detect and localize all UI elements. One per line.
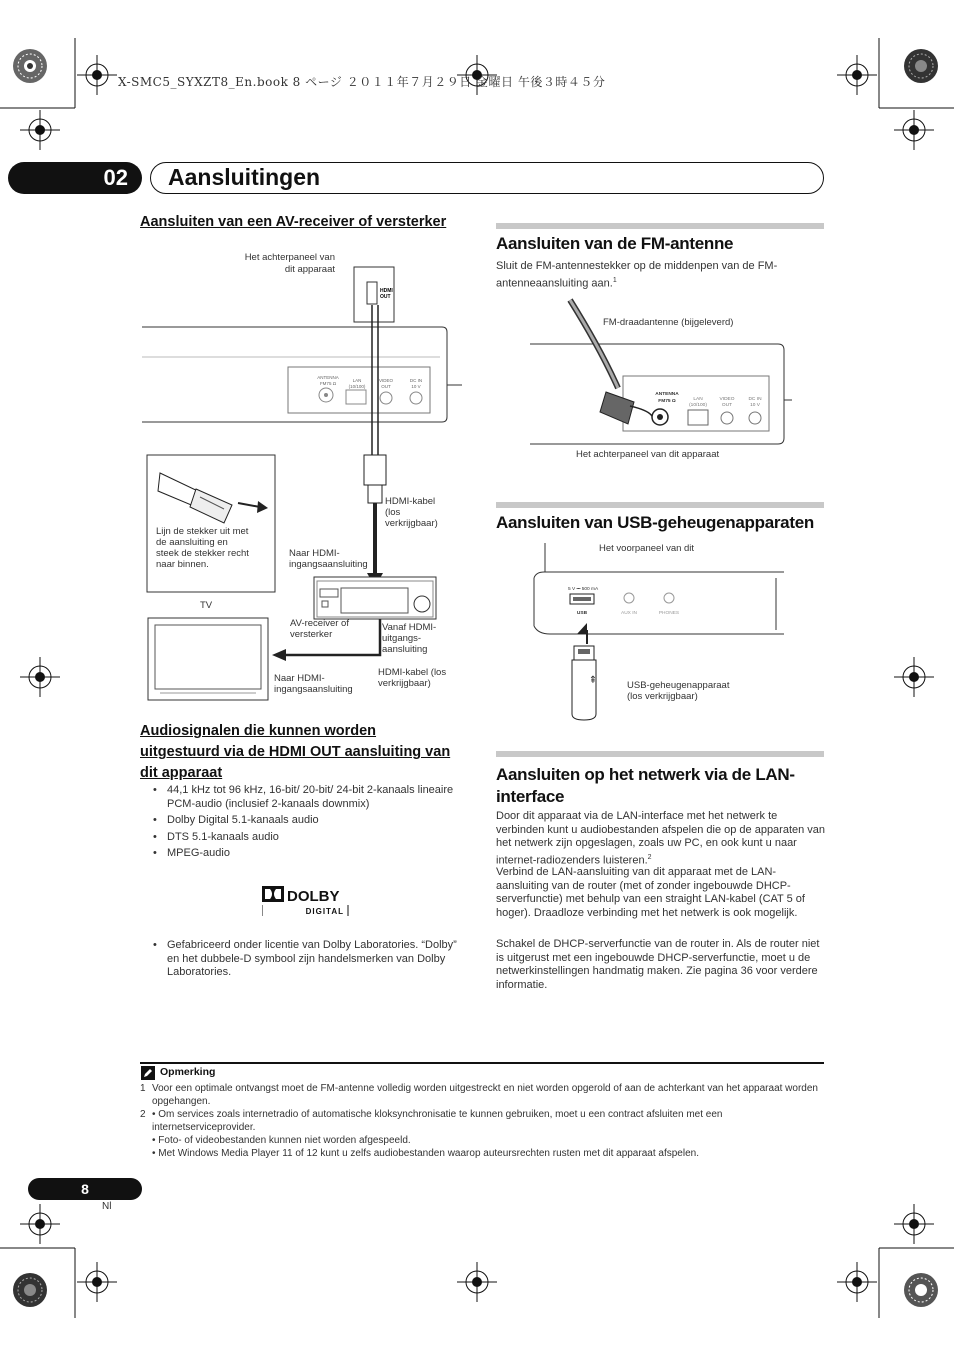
svg-text:steek de stekker recht: steek de stekker recht [156,548,249,559]
fm-heading: Aansluiten van de FM-antenne [496,234,734,253]
rear-panel-label: Het achterpaneel van [244,252,335,263]
usb-stick-icon [572,646,597,720]
license-text: • Gefabriceerd onder licentie van Dolby Laboratories. “Dolby” en het dubbele-D symbool zijn handelsmerken van Dolby Laboratories. [151,939,466,980]
list-item: 1 Voor een optimale ontvangst moet de FM-antenne volledig worden uitgestreckt en niet worden opgerold of aan de achterkant van het apparaat worden opgehangen. [140,1083,818,1107]
section-rule [496,502,824,508]
svg-text:PHONES: PHONES [658,611,680,616]
svg-text:(los: (los [385,507,401,518]
svg-text:LAN: LAN [352,378,362,383]
svg-text:10 V: 10 V [750,403,760,408]
svg-text:VIDEO: VIDEO [378,378,394,383]
svg-text:FM75 Ω: FM75 Ω [658,399,676,404]
list-item: • Met Windows Media Player 11 of 12 kunt u zelfs audiobestanden waarop auteursrechten rusten met dit apparaat afspelen. [152,1148,699,1159]
svg-text:ANTENNA: ANTENNA [655,392,679,397]
section-rule [496,751,824,757]
svg-text:DOLBY: DOLBY [287,888,340,905]
svg-text:(10/100): (10/100) [689,403,707,408]
page-language: Nl [102,1201,112,1212]
svg-text:versterker: versterker [290,629,333,640]
usb-heading: Aansluiten van USB-geheugenapparaten [496,513,814,532]
lan-paragraph-3: Schakel de DHCP-serverfunctie van de router in. Als de router niet is uitgerust met een ingebouwde DHCP-serverfunctie, moet u de netwerkinstellingen handmatig maken. Zie pagina 36 voor verdere informatie. [496,938,820,991]
front-panel-label: Het voorpaneel van dit [599,543,695,554]
lan-heading: Aansluiten op het netwerk via de LAN- interface [496,765,795,806]
svg-text:OUT: OUT [380,294,391,300]
svg-text:10 V: 10 V [411,384,421,389]
svg-text:verkrijgbaar): verkrijgbaar) [385,518,438,529]
print-header: X-SMC5_SYXZT8_En.book 8 ページ ２０１１年７月２９日 金曜日 午後３時４５分 [118,75,606,89]
note-pencil-icon [141,1066,155,1080]
svg-text:naar binnen.: naar binnen. [156,559,209,570]
audio-heading: Audiosignalen die kunnen worden uitgestuurd via de HDMI OUT aansluiting van dit apparaat [140,723,451,781]
list-item: • Dolby Digital 5.1-kanaals audio [151,814,471,828]
hdmi-cable-label: HDMI-kabel (los [378,667,447,678]
list-item: • 44,1 kHz tot 96 kHz, 16-bit/ 20-bit/ 24-bit 2-kanaals lineaire PCM-audio (inclusief 2-kanaals downmix) [151,784,471,811]
rear-panel-label: Het achterpaneel van dit apparaat [576,449,720,460]
svg-text:verkrijgbaar): verkrijgbaar) [378,678,431,689]
lan-paragraph-1: Door dit apparaat via de LAN-interface met het netwerk te verbinden kunt u audiobestanden afspelen die op de apparaten van het netwerk zijn opgeslagen, zoals uw PC, en ook kunt u naar internet-radiozenders luisteren.$^2$ [496,810,826,867]
list-item: • Foto- of videobestanden kunnen niet worden afgespeeld. [152,1135,411,1146]
from-hdmi-output-label: Vanaf HDMI- [382,622,437,633]
av-connection-diagram [140,245,470,705]
svg-text:ingangsaansluiting: ingangsaansluiting [289,559,368,570]
chapter-title: Aansluitingen [168,164,321,190]
svg-text:(10/100): (10/100) [348,384,366,389]
svg-text:de aansluiting en: de aansluiting en [156,537,228,548]
svg-text:aansluiting: aansluiting [382,644,428,655]
svg-text:AUX IN: AUX IN [621,611,637,616]
av-receiver-label: AV-receiver of [290,618,349,629]
to-hdmi-input-label: Naar HDMI- [274,673,325,684]
tv-label: TV [200,600,213,611]
page-number: 8 [28,1178,142,1200]
note-rule [140,1062,824,1064]
svg-text:USB: USB [576,611,588,616]
list-item: • DTS 5.1-kanaals audio [151,831,471,845]
svg-text:LAN: LAN [693,397,703,402]
hdmi-out-label: HDMI [380,288,393,294]
fm-antenna-diagram [530,298,795,468]
svg-text:DIGITAL: DIGITAL [305,907,344,916]
wire-antenna-label: FM-draadantenne (bijgeleverd) [603,317,734,328]
fm-text: Sluit de FM-antennestekker op de middenpen van de FM-antenneaansluiting aan.$^1$ [496,260,778,290]
svg-text:OUT: OUT [721,403,733,408]
svg-text:5 V ⎓ 500 mA: 5 V ⎓ 500 mA [568,587,599,592]
list-item: 2 • Om services zoals internetradio of automatische kloksynchronisatie te kunnen gebruiken, moet u een contract afsluiten met een internetserviceprovider. [140,1109,723,1133]
note-list [140,1082,820,1160]
svg-text:ingangsaansluiting: ingangsaansluiting [274,684,353,695]
svg-text:ANTENNA: ANTENNA [317,375,339,380]
svg-text:uitgangs-: uitgangs- [382,633,422,644]
hdmi-cable-label: HDMI-kabel [385,496,436,507]
svg-text:VIDEO: VIDEO [719,397,735,402]
svg-text:⇞: ⇞ [588,675,598,686]
svg-text:DC IN: DC IN [748,397,762,402]
dolby-digital-logo [262,884,352,918]
section-rule [496,223,824,229]
svg-text:FM75 Ω: FM75 Ω [319,381,337,386]
plug-tip-text: Lijn de stekker uit met [156,526,249,537]
audio-format-list [151,784,471,864]
usb-diagram [530,538,795,723]
svg-text:DC IN: DC IN [409,378,423,383]
svg-text:(los verkrijgbaar): (los verkrijgbaar) [627,691,698,702]
lan-paragraph-2: Verbind de LAN-aansluiting van dit apparaat met de LAN-aansluiting van de router (met of zonder ingebouwde DHCP-serverfunctie) met behulp van een straight LAN-kabel (CAT 5 of hoger). Draadloze verbinding met het netwerk is ook mogelijk. [496,866,805,919]
rear-panel-label: dit apparaat [284,264,335,275]
list-item: • MPEG-audio [151,847,471,861]
chapter-number: 02 [8,162,142,194]
note-title: Opmerking [160,1066,216,1078]
to-hdmi-input-label: Naar HDMI- [289,548,340,559]
svg-text:OUT: OUT [381,384,391,389]
av-heading: Aansluiten van een AV-receiver of versterker [140,214,447,230]
usb-device-label: USB-geheugenapparaat [627,680,730,691]
license-list [151,939,466,983]
